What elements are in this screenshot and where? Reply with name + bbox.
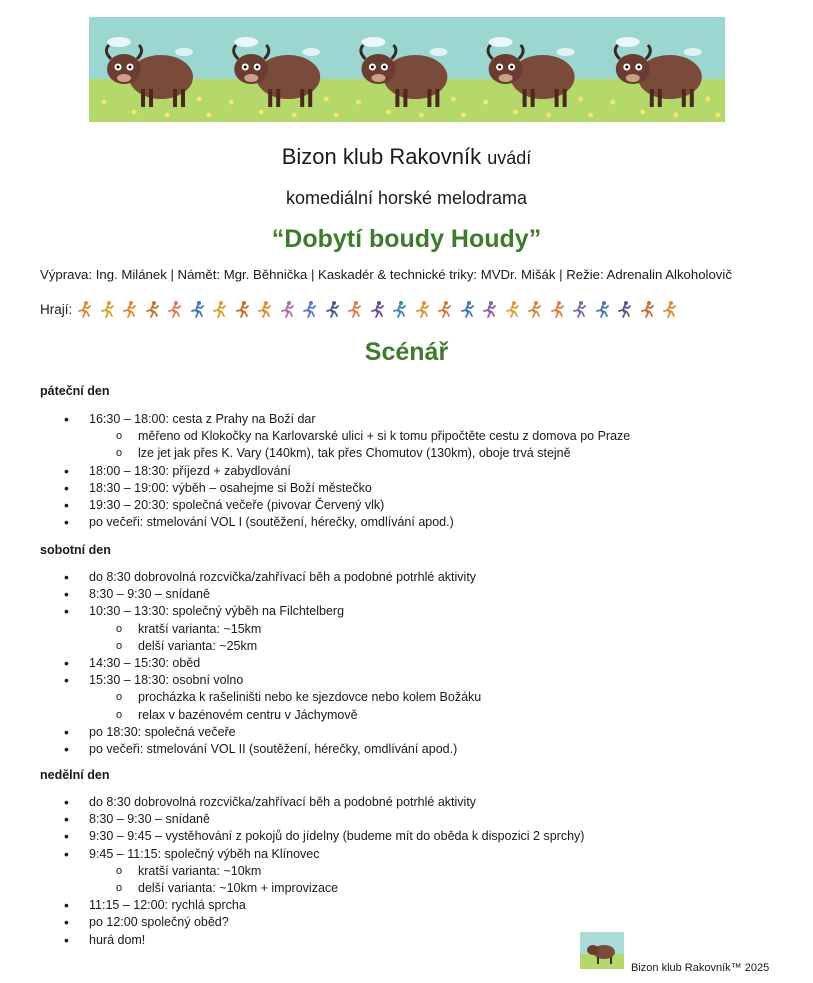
genre-subtitle: komediální horské melodrama [285, 188, 528, 208]
schedule-subitem: o kratší varianta: ~10km [0, 863, 584, 880]
schedule-item: • po 12:00 společný oběd? [0, 914, 584, 931]
runner-icon [369, 300, 392, 318]
schedule-item: • 10:30 – 13:30: společný výběh na Filchtelberg [0, 603, 481, 620]
runner-icon [256, 300, 279, 318]
runner-icon [661, 300, 684, 318]
schedule-item: • po večeři: stmelování VOL II (soutěžení, hérečky, omdlívání apod.) [0, 741, 481, 758]
runner-icon [594, 300, 617, 318]
schedule-item: • 19:30 – 20:30: společná večeře (pivovar Červený vlk) [0, 497, 630, 514]
cast-line [40, 300, 684, 318]
bison-tile [343, 17, 471, 122]
credits-line: Výprava: Ing. Milánek | Námět: Mgr. Běhnička | Kaskadér & technické triky: MVDr. Mišák | Režie: Adrenalin Alkoholovič [40, 267, 732, 282]
runner-icon [324, 300, 347, 318]
schedule-item: • 11:15 – 12:00: rychlá sprcha [0, 897, 584, 914]
bison-tile [598, 17, 725, 122]
schedule-item: • 8:30 – 9:30 – snídaně [0, 586, 481, 603]
schedule-subitem: o delší varianta: ~10km + improvizace [0, 880, 584, 897]
presents-word: uvádí [487, 148, 532, 168]
runner-icon [211, 300, 234, 318]
schedule-item: • 9:45 – 11:15: společný výběh na Klínovec [0, 846, 584, 863]
day-heading-saturday: sobotní den [40, 543, 111, 557]
runner-icon [189, 300, 212, 318]
schedule-subitem: o delší varianta: ~25km [0, 638, 481, 655]
day-heading-friday: páteční den [40, 384, 110, 398]
runner-icon [414, 300, 437, 318]
saturday-schedule [0, 569, 481, 758]
bison-tile [471, 17, 599, 122]
club-name: Bizon klub Rakovník [281, 144, 482, 169]
schedule-item: • 15:30 – 18:30: osobní volno [0, 672, 481, 689]
friday-schedule [0, 411, 630, 531]
runner-icon [144, 300, 167, 318]
runner-icon [504, 300, 527, 318]
runner-icon [436, 300, 459, 318]
runner-icon [99, 300, 122, 318]
schedule-item: • 18:00 – 18:30: příjezd + zabydlování [0, 463, 630, 480]
runner-icon [391, 300, 414, 318]
runner-icon [76, 300, 99, 318]
schedule-item: • do 8:30 dobrovolná rozcvička/zahřívací běh a podobné potrhlé aktivity [0, 569, 481, 586]
cast-label: Hrají: [40, 301, 73, 317]
runner-icon [346, 300, 369, 318]
schedule-item: • po večeři: stmelování VOL I (soutěžení, hérečky, omdlívání apod.) [0, 514, 630, 531]
footer-bison-logo [580, 932, 624, 969]
schedule-subitem: o kratší varianta: ~15km [0, 621, 481, 638]
schedule-subitem: o procházka k rašeliništi nebo ke sjezdovce nebo kolem Božáku [0, 689, 481, 706]
runner-icon [481, 300, 504, 318]
schedule-subitem: o měřeno od Klokočky na Karlovarské ulici + si k tomu připočtěte cestu z domova po Praze [0, 428, 630, 445]
schedule-item: • 8:30 – 9:30 – snídaně [0, 811, 584, 828]
day-heading-sunday: nedělní den [40, 768, 110, 782]
schedule-item: • 14:30 – 15:30: oběd [0, 655, 481, 672]
schedule-item: • do 8:30 dobrovolná rozcvička/zahřívací běh a podobné potrhlé aktivity [0, 794, 584, 811]
runner-icon [639, 300, 662, 318]
scenario-heading: Scénář [364, 338, 449, 366]
runner-icon [121, 300, 144, 318]
runner-icon [301, 300, 324, 318]
play-title: “Dobytí boudy Houdy” [271, 225, 542, 253]
bison-banner [89, 17, 725, 122]
schedule-subitem: o lze jet jak přes K. Vary (140km), tak přes Chomutov (130km), oboje trvá stejně [0, 445, 630, 462]
schedule-item: • 9:30 – 9:45 – vystěhování z pokojů do jídelny (budeme mít do oběda k dispozici 2 sprchy) [0, 828, 584, 845]
sunday-schedule [0, 794, 584, 949]
bison-tile [89, 17, 217, 122]
runner-icons [76, 300, 684, 318]
runner-icon [166, 300, 189, 318]
runner-icon [571, 300, 594, 318]
bison-tile [216, 17, 344, 122]
runner-icon [549, 300, 572, 318]
schedule-item: • hurá dom! [0, 932, 584, 949]
schedule-item: • po 18:30: společná večeře [0, 724, 481, 741]
schedule-subitem: o relax v bazénovém centru v Jáchymově [0, 707, 481, 724]
runner-icon [234, 300, 257, 318]
runner-icon [526, 300, 549, 318]
schedule-item: • 16:30 – 18:00: cesta z Prahy na Boží dar [0, 411, 630, 428]
club-title [0, 144, 813, 170]
runner-icon [616, 300, 639, 318]
runner-icon [459, 300, 482, 318]
schedule-item: • 18:30 – 19:00: výběh – osahejme si Boží městečko [0, 480, 630, 497]
footer-copyright: Bizon klub Rakovník™ 2025 [631, 962, 770, 974]
runner-icon [279, 300, 302, 318]
